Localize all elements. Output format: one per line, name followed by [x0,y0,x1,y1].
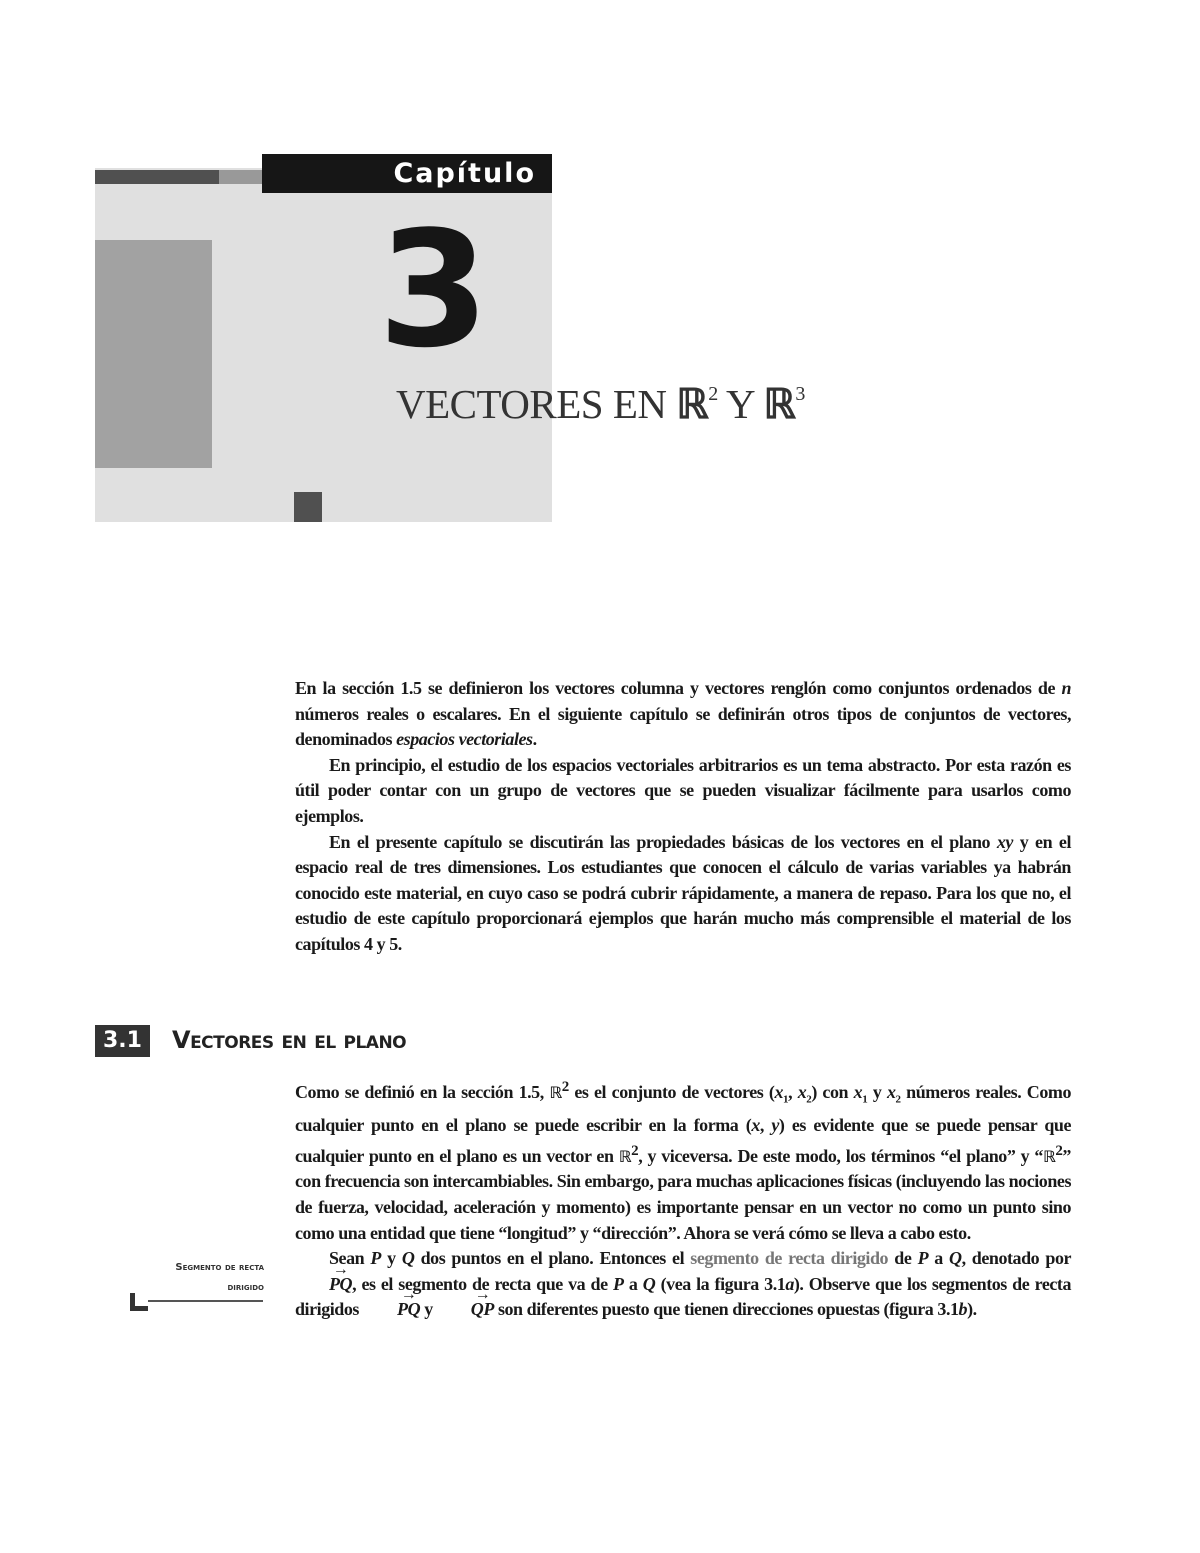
text-run: x [886,1082,896,1102]
text-run: Q [401,1248,415,1269]
chapter-number: 3 [378,196,490,383]
text-run: , y viceversa. De este modo, los términos “el plano” y “ [638,1145,1043,1166]
text-run: x [797,1082,807,1102]
vector-pq: → PQ [363,1297,420,1323]
text-run: ℝ [1042,1146,1056,1166]
decorative-rectangle [95,240,212,468]
section-number: 3.1 [95,1025,150,1057]
text-run: P [917,1248,929,1269]
text-run: n [1061,678,1071,698]
text-run: dos puntos en el plano. Entonces el [414,1248,691,1269]
text-run: , [759,1115,772,1136]
section-paragraph [295,1246,1071,1323]
text-run: , denotado por [961,1248,1072,1269]
text-run: y [420,1299,437,1320]
text-run: (vea la figura 3.1 [655,1273,786,1294]
title-text: VECTORES EN [396,381,677,427]
text-run: 2 [895,1093,901,1106]
text-run: x [774,1082,784,1102]
vector-qp: → QP [437,1297,494,1323]
text-run: 1 [783,1093,789,1106]
text-run: 1 [862,1093,868,1106]
superscript: 2 [708,383,718,405]
decorative-bar-dark [95,170,219,184]
text-run: y en el espacio real de tres dimensiones. Los estudiantes que conocen el cálculo de varias variables ya habrán conocido este material, en cuyo caso se podrá cubrir rápidamente, a manera de repaso. Para los que no, el estudio de este capítulo proporcionará ejemplos que harán mucho más comprensible el material de los capítulos 4 y 5. [295,831,1072,954]
text-run: ℝ [618,1146,632,1166]
text-run: ). Observe que los segmentos de recta dirigidos [295,1273,1071,1320]
text-run: Sean [329,1248,371,1269]
decorative-bar-light [219,170,262,184]
text-run: xy [996,831,1013,852]
text-run: ) es evidente que se puede pensar que cualquier punto en el plano es un vector en [295,1115,1071,1166]
decorative-square [294,492,322,522]
text-run: de [888,1248,918,1269]
margin-note-marker [130,1306,148,1311]
text-run: b [958,1299,968,1320]
superscript: 3 [795,383,805,405]
text-run: En la sección 1.5 se definieron los vectores columna y vectores renglón como conjuntos ordenados de [295,678,1062,698]
reals-symbol: ℝ [676,381,709,427]
text-run: . [532,729,537,750]
section-title: Vectores en el plano [172,1026,407,1054]
text-run: 2 [631,1142,639,1159]
text-run: Q [642,1273,656,1294]
text-run: Como se definió en la sección 1.5, [295,1082,550,1102]
text-run: es el conjunto de vectores ( [568,1082,775,1102]
text-run: , es el segmento de recta que va de [352,1273,613,1294]
chapter-title [396,380,805,428]
text-run: 2 [561,1079,569,1095]
text-run: P [370,1248,381,1269]
text-run: a [623,1273,643,1294]
text-run: ” con frecuencia son intercambiables. Sin embargo, para muchas aplicaciones físicas (incluyendo las nociones de fuerza, velocidad, aceleración y momento) es importante pensar en un vector no como un punto sino como una entidad que tiene “longitud” y “dirección”. Ahora se verá cómo se lleva a cabo esto. [295,1145,1071,1243]
text-run: ). [967,1299,977,1320]
text-run: x [751,1115,760,1136]
intro-paragraph [295,830,1071,958]
vector-pq: → PQ [295,1272,352,1298]
text-run: números reales o escalares. En el siguiente capítulo se definirán otros tipos de conjuntos de vectores, denominados [295,703,1071,750]
text-run: a [785,1273,794,1294]
text-run: y [771,1115,779,1136]
section-paragraph [295,1075,1071,1246]
text-run: P [612,1273,624,1294]
text-run: 2 [806,1093,812,1106]
section-body [295,1075,1071,1323]
reals-symbol: ℝ [763,381,796,427]
text-run: 2 [1055,1142,1063,1159]
margin-note-rule [148,1300,263,1302]
text-run: En el presente capítulo se discutirán las propiedades básicas de los vectores en el plano [329,831,997,852]
text-run: números reales. Como cualquier punto en el plano se puede escribir en la forma ( [295,1082,1072,1136]
text-run: ) con [811,1082,854,1102]
chapter-label: Capítulo [262,154,552,193]
intro-paragraph [295,676,1071,753]
text-run: a [928,1248,950,1269]
text-run: y [380,1248,402,1269]
margin-note: Segmento de recta dirigido [175,1262,264,1293]
text-run: espacios vectoriales [396,729,533,750]
text-run: son diferentes puesto que tienen direcciones opuestas (figura 3.1 [493,1299,959,1320]
text-run: ℝ [549,1083,562,1102]
intro-paragraph: En principio, el estudio de los espacios vectoriales arbitrarios es un tema abstracto. Por esta razón es útil poder contar con un grupo de vectores que se pueden visualizar fácilmente para usarlos como ejemplos. [295,754,1071,826]
text-run: Q [949,1248,962,1269]
chapter-introduction [295,676,1071,958]
text-run: x [853,1082,863,1102]
title-text: Y [717,381,764,427]
defined-term: segmento de recta dirigido [690,1248,889,1269]
text-run: y [867,1082,887,1102]
text-run: , [788,1082,798,1102]
